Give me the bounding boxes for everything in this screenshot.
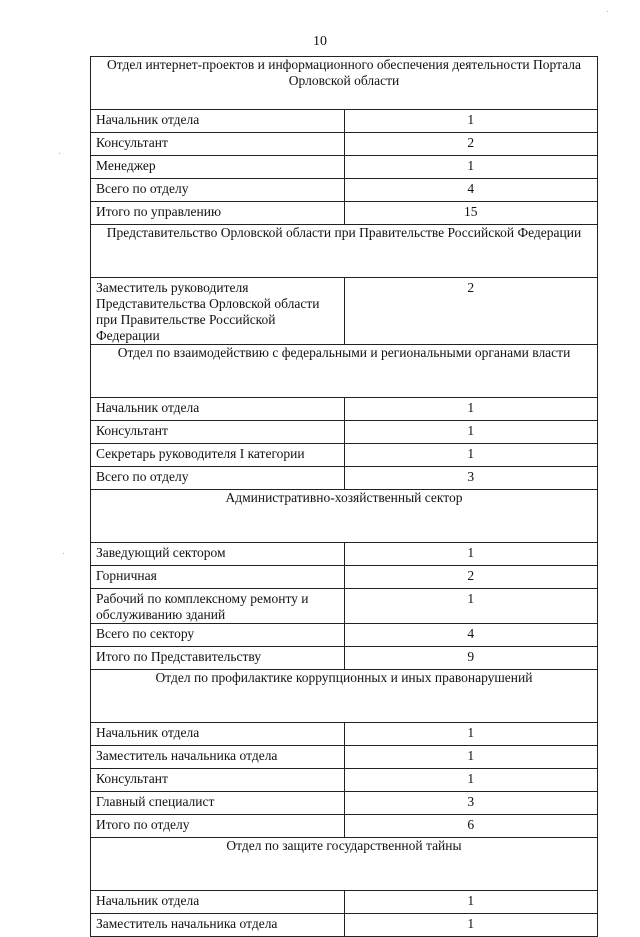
position-name: Заведующий сектором bbox=[91, 543, 345, 566]
position-count: 1 bbox=[344, 723, 598, 746]
position-count: 1 bbox=[344, 589, 598, 624]
section-title: Представительство Орловской области при Правительстве Российской Федерации bbox=[91, 225, 598, 278]
subtotal-label: Всего по сектору bbox=[91, 624, 345, 647]
section-title: Отдел по защите государственной тайны bbox=[91, 838, 598, 891]
position-count: 2 bbox=[344, 566, 598, 589]
total-label: Итого по отделу bbox=[91, 815, 345, 838]
total-label: Итого по Представительству bbox=[91, 647, 345, 670]
position-count: 1 bbox=[344, 398, 598, 421]
position-count: 1 bbox=[344, 421, 598, 444]
position-name: Консультант bbox=[91, 421, 345, 444]
position-count: 1 bbox=[344, 769, 598, 792]
position-count: 2 bbox=[344, 278, 598, 345]
staffing-table bbox=[90, 56, 598, 937]
position-name: Менеджер bbox=[91, 156, 345, 179]
position-count: 2 bbox=[344, 133, 598, 156]
subtotal-count: 4 bbox=[344, 179, 598, 202]
position-name: Секретарь руководителя I категории bbox=[91, 444, 345, 467]
total-count: 15 bbox=[344, 202, 598, 225]
position-count: 3 bbox=[344, 792, 598, 815]
subtotal-label: Всего по отделу bbox=[91, 179, 345, 202]
total-count: 6 bbox=[344, 815, 598, 838]
section-title: Отдел интернет-проектов и информационного обеспечения деятельности Портала Орловской области bbox=[91, 57, 598, 110]
position-name: Начальник отдела bbox=[91, 723, 345, 746]
scan-speck: · bbox=[606, 7, 610, 18]
position-name: Заместитель начальника отдела bbox=[91, 746, 345, 769]
position-count: 1 bbox=[344, 914, 598, 937]
position-count: 1 bbox=[344, 891, 598, 914]
position-count: 1 bbox=[344, 156, 598, 179]
subtotal-count: 4 bbox=[344, 624, 598, 647]
subtotal-label: Всего по отделу bbox=[91, 467, 345, 490]
position-count: 1 bbox=[344, 110, 598, 133]
position-name: Заместитель начальника отдела bbox=[91, 914, 345, 937]
section-title: Отдел по взаимодействию с федеральными и региональными органами власти bbox=[91, 345, 598, 398]
position-name: Начальник отдела bbox=[91, 398, 345, 421]
section-title: Отдел по профилактике коррупционных и иных правонарушений bbox=[91, 670, 598, 723]
position-name: Начальник отдела bbox=[91, 891, 345, 914]
subtotal-count: 3 bbox=[344, 467, 598, 490]
position-count: 1 bbox=[344, 444, 598, 467]
scan-speck: · bbox=[62, 549, 66, 560]
position-count: 1 bbox=[344, 746, 598, 769]
position-name: Консультант bbox=[91, 133, 345, 156]
total-count: 9 bbox=[344, 647, 598, 670]
position-name: Главный специалист bbox=[91, 792, 345, 815]
position-count: 1 bbox=[344, 543, 598, 566]
section-title: Административно-хозяйственный сектор bbox=[91, 490, 598, 543]
position-name: Рабочий по комплексному ремонту и обслуживанию зданий bbox=[91, 589, 345, 624]
page-number: 10 bbox=[313, 34, 327, 49]
scan-speck: · bbox=[58, 149, 62, 160]
position-name: Начальник отдела bbox=[91, 110, 345, 133]
total-label: Итого по управлению bbox=[91, 202, 345, 225]
position-name: Консультант bbox=[91, 769, 345, 792]
position-name: Заместитель руководителя Представительства Орловской области при Правительстве Российской Федерации bbox=[91, 278, 345, 345]
position-name: Горничная bbox=[91, 566, 345, 589]
